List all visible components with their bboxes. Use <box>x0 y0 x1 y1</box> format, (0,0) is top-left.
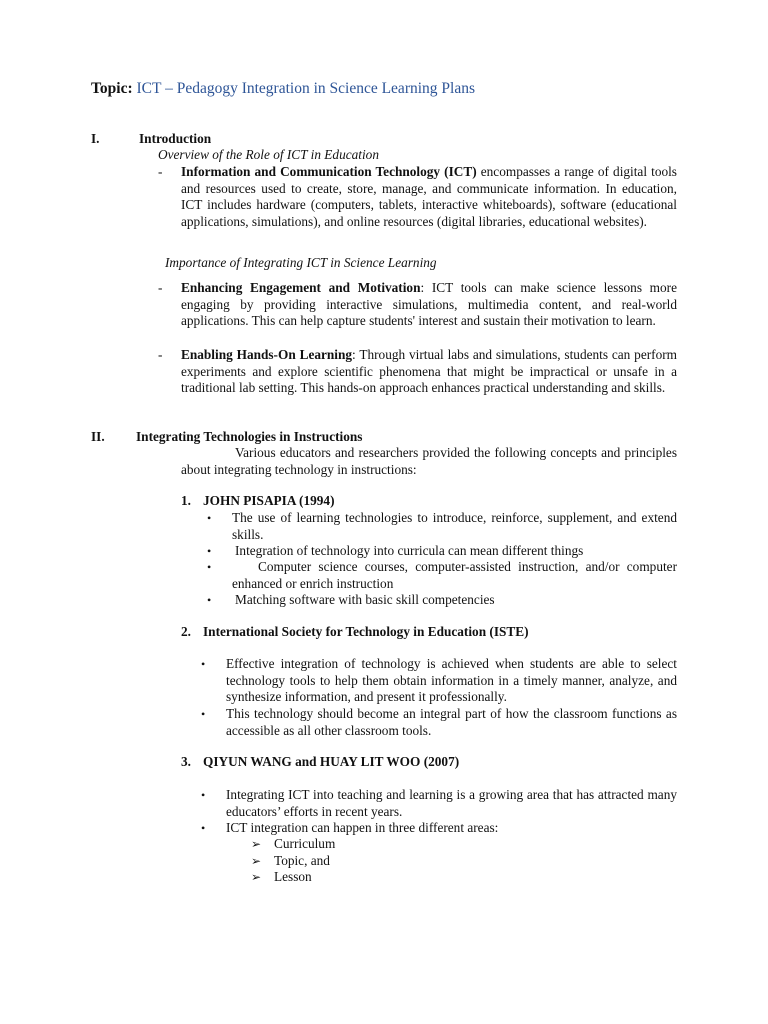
ict-term: Information and Communication Technology (ICT) <box>181 164 477 179</box>
arrow-bullet-icon: ➢ <box>251 870 262 884</box>
area-item-topic: Topic, and <box>274 853 330 868</box>
item-1-bullet-4: Matching software with basic skill competencies <box>235 592 495 607</box>
section-2-intro: Various educators and researchers provided the following concepts and principles about integrating technology in instructions: <box>181 445 677 477</box>
item-1-title: JOHN PISAPIA (1994) <box>203 493 335 508</box>
bullet-marker: • <box>201 788 206 802</box>
item-1-bullet-3: Computer science courses, computer-assisted instruction, and/or computer enhanced or enrich instruction <box>232 559 677 591</box>
paragraph-ict-definition <box>181 164 677 230</box>
arrow-bullet-icon: ➢ <box>251 854 262 868</box>
section-1-title: Introduction <box>139 131 212 146</box>
engagement-term: Enhancing Engagement and Motivation <box>181 280 421 295</box>
section-2-title: Integrating Technologies in Instructions <box>136 429 363 444</box>
arrow-bullet-icon: ➢ <box>251 837 262 851</box>
engagement-description: : ICT tools can make science lessons more engaging by providing interactive simulations, multimedia content, and real-world applications. This can help capture students' interest and sustain their motivation to learn. <box>181 280 677 328</box>
topic-value: ICT – Pedagogy Integration in Science Learning Plans <box>136 80 475 97</box>
bullet-marker: • <box>201 707 206 721</box>
item-2-bullet-1: Effective integration of technology is achieved when students are able to select technology tools to help them obtain information in a timely manner, analyze, and synthesize information, and present it professionally. <box>226 656 677 704</box>
area-item-lesson: Lesson <box>274 869 312 884</box>
dash-marker: - <box>158 164 163 179</box>
bullet-marker: • <box>207 593 212 607</box>
item-1-number: 1. <box>181 493 191 508</box>
item-1-bullet-1: The use of learning technologies to introduce, reinforce, supplement, and extend skills. <box>232 510 677 542</box>
item-2-number: 2. <box>181 624 191 639</box>
section-1-subheading-importance: Importance of Integrating ICT in Science Learning <box>165 255 437 270</box>
hands-on-term: Enabling Hands-On Learning <box>181 347 353 362</box>
ict-description: encompasses a range of digital tools and resources used to create, store, manage, and communicate information. In education, ICT includes hardware (computers, tablets, interactive whiteboards), software (educational applications, simulations), and online resources (digital libraries, educational websites). <box>181 164 677 229</box>
topic-heading <box>91 79 475 99</box>
section-1-subheading-overview: Overview of the Role of ICT in Education <box>158 147 379 162</box>
item-3-bullet-1: Integrating ICT into teaching and learning is a growing area that has attracted many educators’ efforts in recent years. <box>226 787 677 819</box>
item-1-bullet-2: Integration of technology into curricula can mean different things <box>235 543 584 558</box>
bullet-marker: • <box>207 544 212 558</box>
section-2-number: II. <box>91 429 105 444</box>
bullet-marker: • <box>201 657 206 671</box>
paragraph-engagement <box>181 280 677 330</box>
dash-marker: - <box>158 347 163 362</box>
area-item-curriculum: Curriculum <box>274 836 336 851</box>
item-2-bullet-2: This technology should become an integral part of how the classroom functions as accessible as all other classroom tools. <box>226 706 677 738</box>
bullet-marker: • <box>207 560 212 574</box>
topic-label: Topic: <box>91 80 133 97</box>
bullet-marker: • <box>207 511 212 525</box>
item-2-title: International Society for Technology in Education (ISTE) <box>203 624 529 639</box>
item-3-number: 3. <box>181 754 191 769</box>
paragraph-hands-on <box>181 347 677 397</box>
bullet-marker: • <box>201 821 206 835</box>
item-3-bullet-2: ICT integration can happen in three different areas: <box>226 820 499 835</box>
item-3-title: QIYUN WANG and HUAY LIT WOO (2007) <box>203 754 460 769</box>
hands-on-description: : Through virtual labs and simulations, students can perform experiments and explore scientific phenomena that might be impractical or unsafe in a traditional lab setting. This hands-on approach enhances practical understanding and skills. <box>181 347 678 395</box>
dash-marker: - <box>158 280 163 295</box>
section-1-number: I. <box>91 131 100 146</box>
